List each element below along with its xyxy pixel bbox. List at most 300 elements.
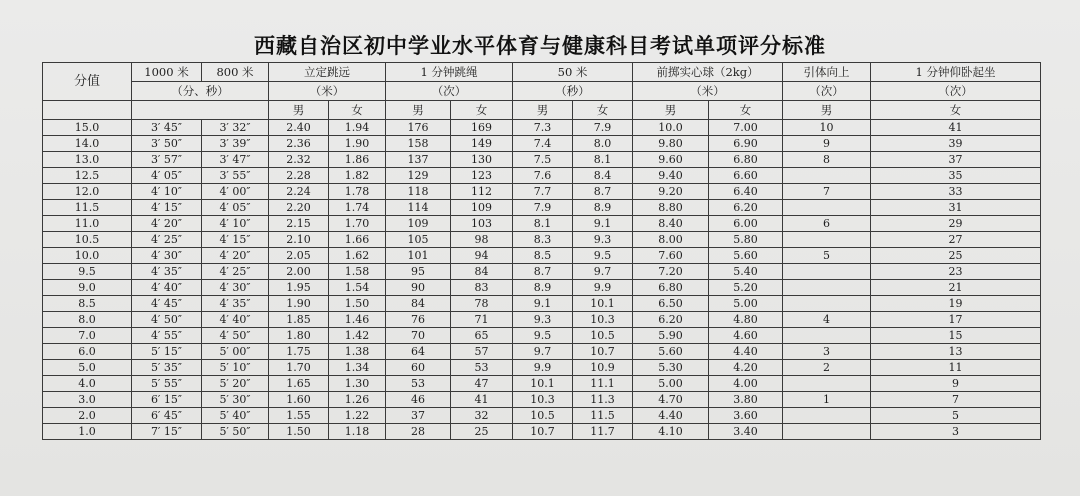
table-cell: 76 xyxy=(386,312,451,328)
unit-header: （米） xyxy=(269,82,386,101)
table-cell: 70 xyxy=(386,328,451,344)
table-cell: 4′ 25″ xyxy=(202,264,269,280)
table-cell: 6.60 xyxy=(709,168,783,184)
table-cell: 5.60 xyxy=(709,248,783,264)
table-cell: 7.20 xyxy=(633,264,709,280)
table-cell: 53 xyxy=(451,360,513,376)
gender-female: 女 xyxy=(451,101,513,120)
table-cell: 39 xyxy=(871,136,1041,152)
table-cell: 3′ 55″ xyxy=(202,168,269,184)
table-cell: 6.50 xyxy=(633,296,709,312)
table-cell: 5′ 40″ xyxy=(202,408,269,424)
table-cell: 98 xyxy=(451,232,513,248)
table-cell: 2.24 xyxy=(269,184,329,200)
score-cell: 12.0 xyxy=(43,184,132,200)
event-header: 前掷实心球（2kg） xyxy=(633,63,783,82)
table-cell: 10.5 xyxy=(513,408,573,424)
table-cell: 5.00 xyxy=(709,296,783,312)
table-cell: 8.3 xyxy=(513,232,573,248)
table-row xyxy=(43,312,1041,328)
table-cell: 9.40 xyxy=(633,168,709,184)
table-cell: 9.7 xyxy=(573,264,633,280)
table-cell: 3.80 xyxy=(709,392,783,408)
table-cell: 114 xyxy=(386,200,451,216)
header-row-events xyxy=(43,63,1041,82)
table-row xyxy=(43,216,1041,232)
table-cell: 19 xyxy=(871,296,1041,312)
table-cell: 7.00 xyxy=(709,120,783,136)
table-cell: 1.94 xyxy=(329,120,386,136)
table-cell: 32 xyxy=(451,408,513,424)
table-cell: 4′ 50″ xyxy=(202,328,269,344)
table-cell: 158 xyxy=(386,136,451,152)
table-cell: 4.60 xyxy=(709,328,783,344)
table-cell: 5.60 xyxy=(633,344,709,360)
table-cell: 4′ 35″ xyxy=(202,296,269,312)
table-cell: 7.9 xyxy=(573,120,633,136)
table-cell: 7.3 xyxy=(513,120,573,136)
table-cell xyxy=(783,376,871,392)
gender-header-blank xyxy=(132,101,269,120)
table-cell: 1.34 xyxy=(329,360,386,376)
table-cell: 8.40 xyxy=(633,216,709,232)
table-cell: 33 xyxy=(871,184,1041,200)
table-cell: 9.1 xyxy=(573,216,633,232)
score-cell: 9.5 xyxy=(43,264,132,280)
table-cell: 7.7 xyxy=(513,184,573,200)
table-cell: 8.7 xyxy=(573,184,633,200)
table-row xyxy=(43,120,1041,136)
event-header: 1 分钟跳绳 xyxy=(386,63,513,82)
table-cell: 2.32 xyxy=(269,152,329,168)
table-row xyxy=(43,264,1041,280)
table-cell: 1.62 xyxy=(329,248,386,264)
table-cell: 35 xyxy=(871,168,1041,184)
table-cell: 1.70 xyxy=(269,360,329,376)
table-cell: 5′ 20″ xyxy=(202,376,269,392)
gender-female: 女 xyxy=(709,101,783,120)
table-cell xyxy=(783,232,871,248)
table-row xyxy=(43,424,1041,440)
table-cell: 71 xyxy=(451,312,513,328)
table-row xyxy=(43,136,1041,152)
event-header: 1 分钟仰卧起坐 xyxy=(871,63,1041,82)
table-cell: 4.40 xyxy=(633,408,709,424)
table-cell: 10.7 xyxy=(513,424,573,440)
table-cell: 3 xyxy=(871,424,1041,440)
score-cell: 5.0 xyxy=(43,360,132,376)
table-cell: 41 xyxy=(451,392,513,408)
table-cell: 1.22 xyxy=(329,408,386,424)
score-cell: 15.0 xyxy=(43,120,132,136)
table-cell: 1.42 xyxy=(329,328,386,344)
table-cell xyxy=(783,168,871,184)
table-cell: 8.9 xyxy=(573,200,633,216)
table-cell: 3 xyxy=(783,344,871,360)
table-cell: 1.95 xyxy=(269,280,329,296)
document-title: 西藏自治区初中学业水平体育与健康科目考试单项评分标准 xyxy=(254,33,826,58)
unit-header: （米） xyxy=(633,82,783,101)
header-row-gender xyxy=(43,101,1041,120)
table-cell: 6.00 xyxy=(709,216,783,232)
table-cell: 4′ 20″ xyxy=(132,216,202,232)
table-cell: 4′ 40″ xyxy=(132,280,202,296)
table-cell: 9.1 xyxy=(513,296,573,312)
table-cell: 10.9 xyxy=(573,360,633,376)
table-cell: 90 xyxy=(386,280,451,296)
table-cell: 41 xyxy=(871,120,1041,136)
table-cell: 7.9 xyxy=(513,200,573,216)
table-cell: 9 xyxy=(871,376,1041,392)
gender-male: 男 xyxy=(386,101,451,120)
table-cell: 2.36 xyxy=(269,136,329,152)
table-cell: 84 xyxy=(451,264,513,280)
table-cell: 9.5 xyxy=(573,248,633,264)
table-cell: 1.38 xyxy=(329,344,386,360)
table-cell: 53 xyxy=(386,376,451,392)
table-cell: 95 xyxy=(386,264,451,280)
table-cell: 1.18 xyxy=(329,424,386,440)
table-cell: 5.80 xyxy=(709,232,783,248)
table-cell: 1.55 xyxy=(269,408,329,424)
event-header: 1000 米 xyxy=(132,63,202,82)
table-cell: 4′ 05″ xyxy=(202,200,269,216)
table-row xyxy=(43,344,1041,360)
table-row xyxy=(43,392,1041,408)
table-cell: 4.20 xyxy=(709,360,783,376)
table-cell: 1.54 xyxy=(329,280,386,296)
table-cell: 1.80 xyxy=(269,328,329,344)
table-cell: 123 xyxy=(451,168,513,184)
table-cell: 25 xyxy=(871,248,1041,264)
table-cell: 7 xyxy=(783,184,871,200)
score-cell: 8.0 xyxy=(43,312,132,328)
table-cell: 4′ 40″ xyxy=(202,312,269,328)
table-cell: 1.75 xyxy=(269,344,329,360)
gender-female: 女 xyxy=(573,101,633,120)
table-cell: 176 xyxy=(386,120,451,136)
unit-header: （分、秒） xyxy=(132,82,269,101)
table-row xyxy=(43,376,1041,392)
score-cell: 2.0 xyxy=(43,408,132,424)
table-cell: 37 xyxy=(386,408,451,424)
table-cell: 94 xyxy=(451,248,513,264)
table-cell: 10.3 xyxy=(573,312,633,328)
table-cell: 1.46 xyxy=(329,312,386,328)
table-cell: 1.65 xyxy=(269,376,329,392)
score-cell: 13.0 xyxy=(43,152,132,168)
gender-female: 女 xyxy=(329,101,386,120)
table-cell: 3′ 39″ xyxy=(202,136,269,152)
table-cell: 5.40 xyxy=(709,264,783,280)
table-cell: 10 xyxy=(783,120,871,136)
table-cell xyxy=(783,296,871,312)
table-cell: 4′ 55″ xyxy=(132,328,202,344)
table-cell: 103 xyxy=(451,216,513,232)
table-cell: 27 xyxy=(871,232,1041,248)
table-cell: 11 xyxy=(871,360,1041,376)
table-cell: 9.3 xyxy=(573,232,633,248)
table-cell xyxy=(783,408,871,424)
table-cell: 6.90 xyxy=(709,136,783,152)
table-cell: 5′ 10″ xyxy=(202,360,269,376)
table-cell: 13 xyxy=(871,344,1041,360)
score-cell: 10.0 xyxy=(43,248,132,264)
table-cell: 1.50 xyxy=(329,296,386,312)
table-cell: 21 xyxy=(871,280,1041,296)
table-cell: 2.20 xyxy=(269,200,329,216)
event-header: 立定跳远 xyxy=(269,63,386,82)
table-cell: 3.40 xyxy=(709,424,783,440)
table-cell: 5 xyxy=(871,408,1041,424)
table-cell: 118 xyxy=(386,184,451,200)
table-cell: 5.30 xyxy=(633,360,709,376)
table-cell: 105 xyxy=(386,232,451,248)
table-cell: 6.40 xyxy=(709,184,783,200)
table-cell: 60 xyxy=(386,360,451,376)
score-cell: 7.0 xyxy=(43,328,132,344)
table-cell: 1.78 xyxy=(329,184,386,200)
table-cell: 2.05 xyxy=(269,248,329,264)
table-cell: 7 xyxy=(871,392,1041,408)
table-cell: 28 xyxy=(386,424,451,440)
table-cell: 4′ 25″ xyxy=(132,232,202,248)
table-cell: 11.1 xyxy=(573,376,633,392)
table-cell: 4.70 xyxy=(633,392,709,408)
table-cell: 3′ 45″ xyxy=(132,120,202,136)
table-cell: 4.00 xyxy=(709,376,783,392)
table-cell: 5 xyxy=(783,248,871,264)
table-cell: 5′ 50″ xyxy=(202,424,269,440)
table-cell: 7′ 15″ xyxy=(132,424,202,440)
table-cell: 6 xyxy=(783,216,871,232)
unit-header: （次） xyxy=(783,82,871,101)
table-cell: 5′ 30″ xyxy=(202,392,269,408)
table-cell: 129 xyxy=(386,168,451,184)
table-cell: 83 xyxy=(451,280,513,296)
score-cell: 8.5 xyxy=(43,296,132,312)
table-cell: 137 xyxy=(386,152,451,168)
table-cell: 78 xyxy=(451,296,513,312)
table-cell: 8.4 xyxy=(573,168,633,184)
table-row xyxy=(43,280,1041,296)
table-cell: 101 xyxy=(386,248,451,264)
table-cell xyxy=(783,280,871,296)
event-header: 引体向上 xyxy=(783,63,871,82)
gender-male: 男 xyxy=(269,101,329,120)
table-cell: 10.1 xyxy=(513,376,573,392)
table-cell: 84 xyxy=(386,296,451,312)
table-cell: 8.1 xyxy=(513,216,573,232)
table-cell: 8.9 xyxy=(513,280,573,296)
table-cell: 11.3 xyxy=(573,392,633,408)
table-cell: 8.0 xyxy=(573,136,633,152)
table-cell: 4′ 30″ xyxy=(132,248,202,264)
table-cell: 23 xyxy=(871,264,1041,280)
table-cell: 8.7 xyxy=(513,264,573,280)
table-cell: 2.15 xyxy=(269,216,329,232)
table-cell: 8.80 xyxy=(633,200,709,216)
table-cell: 4′ 10″ xyxy=(132,184,202,200)
table-cell: 8 xyxy=(783,152,871,168)
score-cell: 11.0 xyxy=(43,216,132,232)
unit-header: （秒） xyxy=(513,82,633,101)
table-cell: 4.10 xyxy=(633,424,709,440)
table-cell: 6.80 xyxy=(709,152,783,168)
table-cell: 130 xyxy=(451,152,513,168)
table-cell: 10.3 xyxy=(513,392,573,408)
table-cell: 7.60 xyxy=(633,248,709,264)
table-cell: 29 xyxy=(871,216,1041,232)
table-cell: 3′ 47″ xyxy=(202,152,269,168)
table-cell: 1.60 xyxy=(269,392,329,408)
table-row xyxy=(43,360,1041,376)
table-cell: 15 xyxy=(871,328,1041,344)
table-cell: 7.5 xyxy=(513,152,573,168)
table-cell: 37 xyxy=(871,152,1041,168)
table-cell: 169 xyxy=(451,120,513,136)
table-cell: 4′ 15″ xyxy=(132,200,202,216)
table-cell: 31 xyxy=(871,200,1041,216)
table-cell: 7.6 xyxy=(513,168,573,184)
table-cell: 5′ 00″ xyxy=(202,344,269,360)
header-row-units xyxy=(43,82,1041,101)
table-cell: 6′ 45″ xyxy=(132,408,202,424)
table-cell xyxy=(783,264,871,280)
table-cell: 1.82 xyxy=(329,168,386,184)
table-cell: 4.80 xyxy=(709,312,783,328)
table-cell: 64 xyxy=(386,344,451,360)
table-cell: 1.85 xyxy=(269,312,329,328)
table-cell: 4′ 15″ xyxy=(202,232,269,248)
score-cell: 4.0 xyxy=(43,376,132,392)
table-cell: 4′ 45″ xyxy=(132,296,202,312)
table-cell: 4′ 30″ xyxy=(202,280,269,296)
table-cell: 11.5 xyxy=(573,408,633,424)
table-cell: 9.3 xyxy=(513,312,573,328)
table-cell: 6.20 xyxy=(709,200,783,216)
table-cell: 112 xyxy=(451,184,513,200)
table-cell: 65 xyxy=(451,328,513,344)
table-cell: 2.28 xyxy=(269,168,329,184)
table-row xyxy=(43,184,1041,200)
table-cell: 4′ 10″ xyxy=(202,216,269,232)
score-cell: 3.0 xyxy=(43,392,132,408)
score-cell: 12.5 xyxy=(43,168,132,184)
table-cell: 3′ 32″ xyxy=(202,120,269,136)
table-cell: 9.60 xyxy=(633,152,709,168)
table-cell: 5.90 xyxy=(633,328,709,344)
unit-header: （次） xyxy=(386,82,513,101)
table-cell: 5.00 xyxy=(633,376,709,392)
table-cell: 17 xyxy=(871,312,1041,328)
table-cell: 10.7 xyxy=(573,344,633,360)
table-cell: 109 xyxy=(386,216,451,232)
table-cell: 1.90 xyxy=(269,296,329,312)
table-cell: 9.7 xyxy=(513,344,573,360)
score-header: 分值 xyxy=(43,63,132,101)
table-cell: 1.30 xyxy=(329,376,386,392)
table-row xyxy=(43,296,1041,312)
table-cell: 2.00 xyxy=(269,264,329,280)
table-cell: 149 xyxy=(451,136,513,152)
table-cell: 57 xyxy=(451,344,513,360)
score-cell: 14.0 xyxy=(43,136,132,152)
table-cell: 4′ 05″ xyxy=(132,168,202,184)
table-cell: 2.10 xyxy=(269,232,329,248)
table-cell: 7.4 xyxy=(513,136,573,152)
table-cell: 2 xyxy=(783,360,871,376)
table-cell: 3′ 57″ xyxy=(132,152,202,168)
table-cell: 4.40 xyxy=(709,344,783,360)
table-cell: 9.9 xyxy=(573,280,633,296)
table-cell: 6.80 xyxy=(633,280,709,296)
table-cell: 9.80 xyxy=(633,136,709,152)
table-cell: 5.20 xyxy=(709,280,783,296)
gender-header-blank xyxy=(43,101,132,120)
event-header: 50 米 xyxy=(513,63,633,82)
table-cell: 4′ 50″ xyxy=(132,312,202,328)
table-cell: 1.70 xyxy=(329,216,386,232)
score-cell: 1.0 xyxy=(43,424,132,440)
table-row xyxy=(43,168,1041,184)
table-cell: 1.58 xyxy=(329,264,386,280)
table-cell: 1.50 xyxy=(269,424,329,440)
score-cell: 10.5 xyxy=(43,232,132,248)
scoring-table xyxy=(42,62,1041,440)
table-cell: 5′ 35″ xyxy=(132,360,202,376)
table-cell xyxy=(783,200,871,216)
table-cell: 3′ 50″ xyxy=(132,136,202,152)
table-cell: 10.0 xyxy=(633,120,709,136)
table-cell xyxy=(783,328,871,344)
table-cell: 10.5 xyxy=(573,328,633,344)
table-cell xyxy=(783,424,871,440)
table-cell: 9.9 xyxy=(513,360,573,376)
table-cell: 10.1 xyxy=(573,296,633,312)
table-cell: 1 xyxy=(783,392,871,408)
table-cell: 1.74 xyxy=(329,200,386,216)
table-cell: 4′ 20″ xyxy=(202,248,269,264)
table-cell: 46 xyxy=(386,392,451,408)
table-row xyxy=(43,200,1041,216)
table-cell: 47 xyxy=(451,376,513,392)
table-cell: 6′ 15″ xyxy=(132,392,202,408)
table-row xyxy=(43,248,1041,264)
table-cell: 6.20 xyxy=(633,312,709,328)
score-cell: 6.0 xyxy=(43,344,132,360)
table-cell: 9.5 xyxy=(513,328,573,344)
table-cell: 5′ 55″ xyxy=(132,376,202,392)
score-cell: 9.0 xyxy=(43,280,132,296)
table-cell: 8.00 xyxy=(633,232,709,248)
table-cell: 8.1 xyxy=(573,152,633,168)
table-row xyxy=(43,232,1041,248)
table-cell: 3.60 xyxy=(709,408,783,424)
table-cell: 1.66 xyxy=(329,232,386,248)
table-cell: 4′ 00″ xyxy=(202,184,269,200)
table-cell: 109 xyxy=(451,200,513,216)
score-cell: 11.5 xyxy=(43,200,132,216)
table-row xyxy=(43,328,1041,344)
table-cell: 1.86 xyxy=(329,152,386,168)
table-cell: 1.26 xyxy=(329,392,386,408)
unit-header: （次） xyxy=(871,82,1041,101)
table-cell: 11.7 xyxy=(573,424,633,440)
table-cell: 4′ 35″ xyxy=(132,264,202,280)
table-cell: 25 xyxy=(451,424,513,440)
gender-male: 男 xyxy=(513,101,573,120)
